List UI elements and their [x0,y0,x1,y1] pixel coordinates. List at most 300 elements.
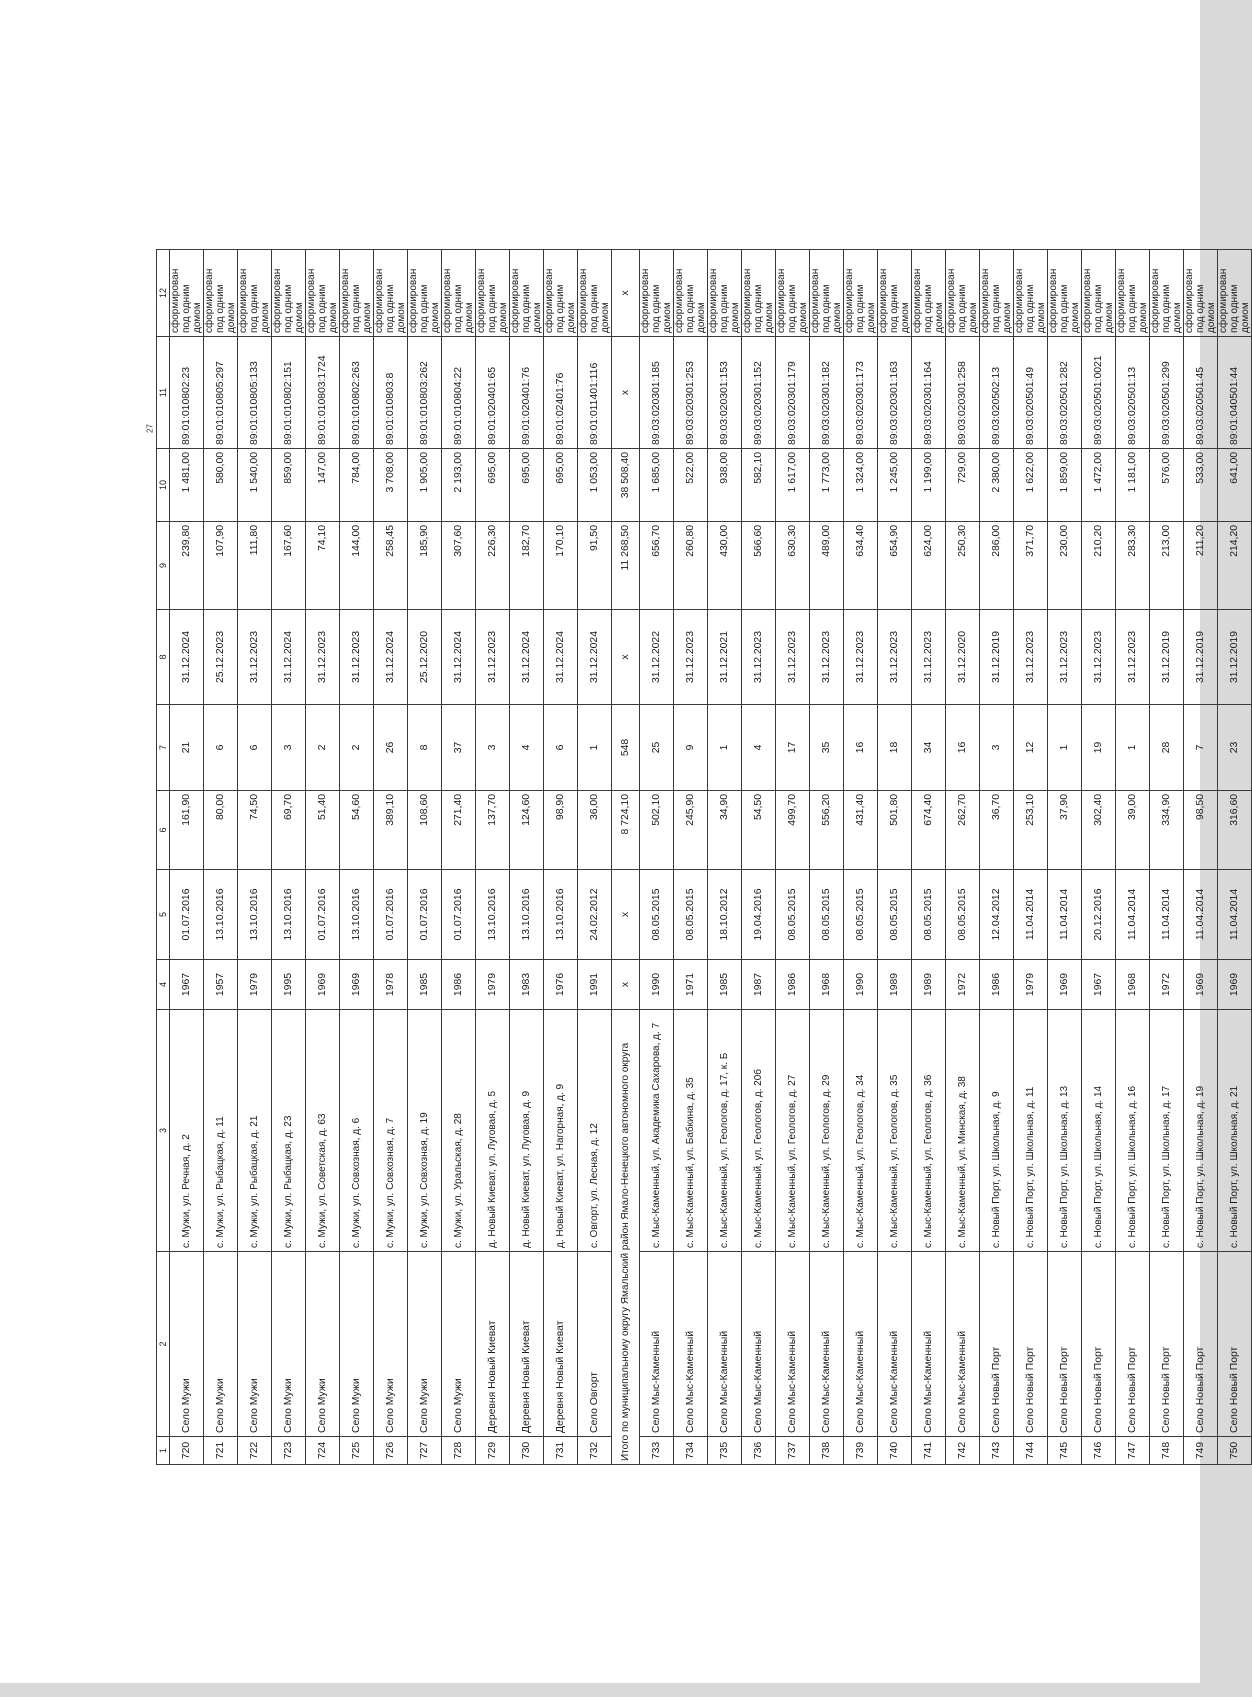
cell-survey-date: 08.05.2015 [809,870,843,960]
cell-residents: 25 [639,705,673,791]
cell-row-number: 720 [170,1437,204,1465]
cell-land-area: 144,00 [340,522,374,610]
cell-land-status: сформирован под одним домом [911,250,945,337]
cell-land-area: 371,70 [1013,522,1047,610]
cell-survey-date: 01.07.2016 [408,870,442,960]
cell-row-number: 729 [476,1437,510,1465]
cell-residents: 3 [272,705,306,791]
cell-land-area: 167,60 [272,522,306,610]
cell-residents: 2 [340,705,374,791]
table-row [238,250,272,1465]
cell-address: с. Новый Порт, ул. Школьная, д. 21 [1217,1010,1251,1252]
column-number-6: 6 [157,791,170,870]
cell-cadastral-value: 695,00 [510,449,544,522]
cell-area: 39,00 [1115,791,1149,870]
cell-address: с. Новый Порт, ул. Школьная, д. 9 [979,1010,1013,1252]
cell-settlement: Село Новый Порт [1149,1252,1183,1437]
cell-residents: 2 [306,705,340,791]
cell-row-number: 740 [877,1437,911,1465]
cell-address: с. Новый Порт, ул. Школьная, д. 17 [1149,1010,1183,1252]
cell-year-built: 1983 [510,960,544,1010]
cell-settlement: Село Новый Порт [1217,1252,1251,1437]
cell-land-status: сформирован под одним домом [306,250,340,337]
cell-cadastral-number: 89:01:010803:1724 [306,337,340,449]
cell-survey-date: 08.05.2015 [911,870,945,960]
cell-cadastral-value: 1 905,00 [408,449,442,522]
cell-relocation-date: 31.12.2024 [510,610,544,705]
column-number-10: 10 [157,449,170,522]
cell-settlement: Село Мыс-Каменный [707,1252,741,1437]
cell-cadastral-number: 89:03:020301:164 [911,337,945,449]
cell-address: с. Мыс-Каменный, ул. Бабкина, д. 35 [673,1010,707,1252]
cell-survey-date: 13.10.2016 [476,870,510,960]
cell-land-status: сформирован под одним домом [1013,250,1047,337]
cell-cadastral-number: 89:03:020301:258 [945,337,979,449]
cell-survey-date: 13.10.2016 [340,870,374,960]
cell-survey-date: 08.05.2015 [945,870,979,960]
cell-settlement: Село Мыс-Каменный [775,1252,809,1437]
table-row [306,250,340,1465]
cell-settlement: Село Новый Порт [1047,1252,1081,1437]
cell-cadastral-number: 89:03:020501:45 [1183,337,1217,449]
cell-residents: 1 [1047,705,1081,791]
cell-land-area: 214,20 [1217,522,1251,610]
cell-land-area: 656,70 [639,522,673,610]
cell-year-built: 1985 [408,960,442,1010]
cell-cadastral-number: 89:03:020301:182 [809,337,843,449]
column-number-row [157,250,170,1465]
cell-relocation-date: 31.12.2023 [911,610,945,705]
cell-land-area: 185,90 [408,522,442,610]
cell-relocation-date: 31.12.2023 [843,610,877,705]
cell-address: с. Новый Порт, ул. Школьная, д. 16 [1115,1010,1149,1252]
cell-land-area: 283,30 [1115,522,1149,610]
cell-survey-date: 13.10.2016 [204,870,238,960]
cell-land-area: 213,00 [1149,522,1183,610]
cell-land-status: сформирован под одним домом [741,250,775,337]
cell-settlement: Село Мужи [306,1252,340,1437]
cell-row-number: 739 [843,1437,877,1465]
cell-land-status: сформирован под одним домом [1047,250,1081,337]
table-row [204,250,238,1465]
table-row [843,250,877,1465]
cell-row-number: 749 [1183,1437,1217,1465]
cell-address: с. Новый Порт, ул. Школьная, д. 13 [1047,1010,1081,1252]
cell-residents: 26 [374,705,408,791]
cell-settlement: Село Мужи [374,1252,408,1437]
cell-survey-date: 01.07.2016 [170,870,204,960]
cell-cadastral-number: 89:01:040501:44 [1217,337,1251,449]
cell-settlement: Село Овгорт [578,1252,612,1437]
cell-year-built: 1985 [707,960,741,1010]
cell-row-number: 735 [707,1437,741,1465]
cell-settlement: Село Мыс-Каменный [911,1252,945,1437]
cell-relocation-date: 31.12.2019 [1217,610,1251,705]
cell-year-built: 1986 [775,960,809,1010]
column-number-1: 1 [157,1437,170,1465]
total-row-label: Итого по муниципальному округу Ямальский район Ямало-Ненецкого автономного округа [612,1010,640,1465]
cell-residents: 4 [510,705,544,791]
cell-address: с. Мыс-Каменный, ул. Минская, д. 38 [945,1010,979,1252]
cell-cadastral-number: 89:03:020301:253 [673,337,707,449]
cell-land-status: сформирован под одним домом [510,250,544,337]
cell-relocation-date: 31.12.2023 [306,610,340,705]
table-row [408,250,442,1465]
cell-residents: 9 [673,705,707,791]
cell-settlement: Село Новый Порт [1013,1252,1047,1437]
cell-land-status: сформирован под одним домом [476,250,510,337]
page-number: 27 [145,424,155,433]
cell-cadastral-number: 89:03:020301:163 [877,337,911,449]
cell-land-area: 286,00 [979,522,1013,610]
total-relocation-date: х [612,610,640,705]
column-number-12: 12 [157,250,170,337]
cell-land-area: 566,60 [741,522,775,610]
cell-relocation-date: 31.12.2021 [707,610,741,705]
cell-year-built: 1967 [1081,960,1115,1010]
cell-land-status: сформирован под одним домом [1081,250,1115,337]
cell-survey-date: 08.05.2015 [639,870,673,960]
cell-row-number: 748 [1149,1437,1183,1465]
cell-year-built: 1991 [578,960,612,1010]
cell-cadastral-value: 2 193,00 [442,449,476,522]
cell-settlement: Село Мужи [272,1252,306,1437]
cell-land-area: 630,30 [775,522,809,610]
cell-cadastral-number: 89:01:011401:116 [578,337,612,449]
cell-address: д. Новый Киеват, ул. Луговая, д. 9 [510,1010,544,1252]
cell-cadastral-value: 522,00 [673,449,707,522]
cell-survey-date: 01.07.2016 [374,870,408,960]
cell-cadastral-number: 89:03:020301:153 [707,337,741,449]
cell-settlement: Село Мужи [170,1252,204,1437]
cell-settlement: Село Мужи [238,1252,272,1437]
column-number-4: 4 [157,960,170,1010]
cell-row-number: 724 [306,1437,340,1465]
cell-residents: 23 [1217,705,1251,791]
cell-relocation-date: 31.12.2024 [544,610,578,705]
cell-cadastral-number: 89:03:020501:299 [1149,337,1183,449]
cell-settlement: Деревня Новый Киеват [510,1252,544,1437]
cell-row-number: 737 [775,1437,809,1465]
cell-area: 501,80 [877,791,911,870]
cell-survey-date: 18.10.2012 [707,870,741,960]
cell-settlement: Село Мыс-Каменный [741,1252,775,1437]
cell-settlement: Село Мыс-Каменный [809,1252,843,1437]
cell-survey-date: 13.10.2016 [544,870,578,960]
cell-area: 108,60 [408,791,442,870]
table-row [741,250,775,1465]
cell-address: с. Мыс-Каменный, ул. Геологов, д. 17, к. Б [707,1010,741,1252]
table-row [1183,250,1217,1465]
cell-row-number: 733 [639,1437,673,1465]
cell-land-status: сформирован под одним домом [877,250,911,337]
cell-relocation-date: 31.12.2023 [673,610,707,705]
cell-residents: 6 [544,705,578,791]
cell-land-area: 430,00 [707,522,741,610]
cell-cadastral-number: 89:01:010802:263 [340,337,374,449]
cell-relocation-date: 25.12.2020 [408,610,442,705]
cell-row-number: 744 [1013,1437,1047,1465]
cell-address: с. Мужи, ул. Совхозная, д. 19 [408,1010,442,1252]
cell-land-area: 230,00 [1047,522,1081,610]
total-survey-date: х [612,870,640,960]
cell-address: с. Мужи, ул. Уральская, д. 28 [442,1010,476,1252]
cell-cadastral-number: 89:03:020501:282 [1047,337,1081,449]
table-row [707,250,741,1465]
table-row [544,250,578,1465]
cell-cadastral-number: 89:03:020301:152 [741,337,775,449]
cell-land-area: 211,20 [1183,522,1217,610]
cell-cadastral-value: 938,00 [707,449,741,522]
cell-residents: 35 [809,705,843,791]
cell-relocation-date: 31.12.2019 [1149,610,1183,705]
cell-relocation-date: 31.12.2023 [1081,610,1115,705]
cell-settlement: Село Мыс-Каменный [673,1252,707,1437]
cell-row-number: 741 [911,1437,945,1465]
cell-relocation-date: 31.12.2023 [340,610,374,705]
cell-relocation-date: 31.12.2019 [979,610,1013,705]
cell-cadastral-number: 89:03:020502:13 [979,337,1013,449]
cell-row-number: 730 [510,1437,544,1465]
cell-area: 161,90 [170,791,204,870]
cell-land-area: 107,90 [204,522,238,610]
cell-residents: 12 [1013,705,1047,791]
cell-residents: 3 [476,705,510,791]
cell-cadastral-value: 859,00 [272,449,306,522]
cell-settlement: Село Мыс-Каменный [843,1252,877,1437]
cell-address: с. Мыс-Каменный, ул. Геологов, д. 34 [843,1010,877,1252]
cell-row-number: 723 [272,1437,306,1465]
cell-land-status: сформирован под одним домом [809,250,843,337]
cell-address: с. Мужи, ул. Рыбацкая, д. 23 [272,1010,306,1252]
cell-relocation-date: 25.12.2023 [204,610,238,705]
cell-settlement: Село Мужи [340,1252,374,1437]
cell-address: с. Мыс-Каменный, ул. Геологов, д. 36 [911,1010,945,1252]
cell-land-status: сформирован под одним домом [1149,250,1183,337]
cell-area: 98,50 [1183,791,1217,870]
cell-survey-date: 08.05.2015 [843,870,877,960]
cell-cadastral-number: 89:01:02401:76 [544,337,578,449]
cell-settlement: Село Мужи [204,1252,238,1437]
table-row [979,250,1013,1465]
cell-row-number: 728 [442,1437,476,1465]
cell-relocation-date: 31.12.2023 [1047,610,1081,705]
cell-land-status: сформирован под одним домом [204,250,238,337]
table-row [272,250,306,1465]
cell-land-area: 260,80 [673,522,707,610]
cell-area: 54,50 [741,791,775,870]
table-row [945,250,979,1465]
cell-survey-date: 01.07.2016 [442,870,476,960]
register-table-rotated [156,250,1251,1465]
cell-year-built: 1969 [340,960,374,1010]
cell-area: 51,40 [306,791,340,870]
cell-year-built: 1979 [1013,960,1047,1010]
cell-row-number: 732 [578,1437,612,1465]
cell-residents: 21 [170,705,204,791]
cell-row-number: 726 [374,1437,408,1465]
column-number-7: 7 [157,705,170,791]
cell-row-number: 747 [1115,1437,1149,1465]
cell-cadastral-number: 89:03:020501:49 [1013,337,1047,449]
cell-cadastral-value: 1 481,00 [170,449,204,522]
cell-land-status: сформирован под одним домом [639,250,673,337]
cell-cadastral-value: 582,10 [741,449,775,522]
cell-address: с. Мыс-Каменный, ул. Геологов, д. 27 [775,1010,809,1252]
cell-survey-date: 11.04.2014 [1217,870,1251,960]
cell-residents: 6 [238,705,272,791]
cell-cadastral-number: 89:01:010804:22 [442,337,476,449]
cell-survey-date: 20.12.2016 [1081,870,1115,960]
cell-year-built: 1987 [741,960,775,1010]
cell-land-status: сформирован под одним домом [843,250,877,337]
cell-cadastral-number: 89:03:020301:185 [639,337,673,449]
cell-address: с. Новый Порт, ул. Школьная, д. 14 [1081,1010,1115,1252]
cell-address: д. Новый Киеват, ул. Нагорная, д. 9 [544,1010,578,1252]
cell-survey-date: 13.10.2016 [272,870,306,960]
cell-relocation-date: 31.12.2020 [945,610,979,705]
cell-residents: 37 [442,705,476,791]
cell-area: 36,70 [979,791,1013,870]
cell-relocation-date: 31.12.2023 [1115,610,1149,705]
cell-relocation-date: 31.12.2023 [775,610,809,705]
cell-area: 389,10 [374,791,408,870]
total-area: 8 724,10 [612,791,640,870]
cell-land-area: 654,90 [877,522,911,610]
cell-cadastral-value: 784,00 [340,449,374,522]
column-number-11: 11 [157,337,170,449]
table-row [442,250,476,1465]
table-row [1081,250,1115,1465]
cell-address: с. Мужи, ул. Совхозная, д. 6 [340,1010,374,1252]
cell-row-number: 743 [979,1437,1013,1465]
cell-year-built: 1969 [1217,960,1251,1010]
table-row [374,250,408,1465]
cell-year-built: 1989 [911,960,945,1010]
table-row [673,250,707,1465]
cell-area: 245,90 [673,791,707,870]
cell-year-built: 1971 [673,960,707,1010]
cell-relocation-date: 31.12.2019 [1183,610,1217,705]
cell-row-number: 738 [809,1437,843,1465]
cell-area: 74,50 [238,791,272,870]
cell-cadastral-value: 1 245,00 [877,449,911,522]
cell-area: 334,90 [1149,791,1183,870]
column-number-9: 9 [157,522,170,610]
cell-row-number: 745 [1047,1437,1081,1465]
cell-cadastral-number: 89:03:020301:173 [843,337,877,449]
cell-land-status: сформирован под одним домом [1183,250,1217,337]
cell-cadastral-number: 89:01:020401:76 [510,337,544,449]
cell-cadastral-value: 695,00 [476,449,510,522]
total-land-area: 11 268,50 [612,522,640,610]
cell-land-area: 170,10 [544,522,578,610]
cell-relocation-date: 31.12.2023 [877,610,911,705]
cell-year-built: 1976 [544,960,578,1010]
cell-address: с. Мужи, ул. Речная, д. 2 [170,1010,204,1252]
cell-cadastral-value: 1 773,00 [809,449,843,522]
cell-relocation-date: 31.12.2023 [741,610,775,705]
cell-cadastral-number: 89:01:010802:23 [170,337,204,449]
cell-relocation-date: 31.12.2024 [170,610,204,705]
cell-land-area: 634,40 [843,522,877,610]
cell-relocation-date: 31.12.2024 [578,610,612,705]
cell-address: с. Мужи, ул. Совхозная, д. 7 [374,1010,408,1252]
cell-year-built: 1979 [476,960,510,1010]
cell-survey-date: 13.10.2016 [238,870,272,960]
table-row [340,250,374,1465]
cell-row-number: 721 [204,1437,238,1465]
cell-cadastral-value: 1 685,00 [639,449,673,522]
cell-row-number: 727 [408,1437,442,1465]
cell-cadastral-number: 89:01:010803:8 [374,337,408,449]
cell-cadastral-value: 695,00 [544,449,578,522]
cell-relocation-date: 31.12.2022 [639,610,673,705]
cell-cadastral-value: 1 324,00 [843,449,877,522]
cell-year-built: 1990 [843,960,877,1010]
cell-land-status: сформирован под одним домом [1115,250,1149,337]
column-number-5: 5 [157,870,170,960]
cell-land-status: сформирован под одним домом [945,250,979,337]
cell-survey-date: 11.04.2014 [1047,870,1081,960]
total-year-built: х [612,960,640,1010]
cell-area: 54,60 [340,791,374,870]
cell-cadastral-value: 1 199,00 [911,449,945,522]
cell-land-area: 91,50 [578,522,612,610]
table-body [170,250,1252,1465]
cell-area: 556,20 [809,791,843,870]
cell-cadastral-number: 89:01:010805:133 [238,337,272,449]
cell-cadastral-value: 580,00 [204,449,238,522]
cell-land-area: 307,60 [442,522,476,610]
cell-relocation-date: 31.12.2023 [238,610,272,705]
cell-settlement: Село Новый Порт [1115,1252,1149,1437]
cell-cadastral-number: 89:01:020401:65 [476,337,510,449]
cell-relocation-date: 31.12.2023 [809,610,843,705]
table-row [1217,250,1251,1465]
cell-address: с. Мыс-Каменный, ул. Геологов, д. 35 [877,1010,911,1252]
column-number-2: 2 [157,1252,170,1437]
cell-area: 316,60 [1217,791,1251,870]
cell-row-number: 725 [340,1437,374,1465]
cell-residents: 28 [1149,705,1183,791]
cell-cadastral-value: 147,00 [306,449,340,522]
cell-land-area: 624,00 [911,522,945,610]
cell-residents: 18 [877,705,911,791]
cell-area: 271,40 [442,791,476,870]
cell-cadastral-number: 89:01:010803:262 [408,337,442,449]
cell-row-number: 742 [945,1437,979,1465]
cell-residents: 4 [741,705,775,791]
cell-address: с. Мыс-Каменный, ул. Геологов, д. 29 [809,1010,843,1252]
cell-area: 37,90 [1047,791,1081,870]
cell-address: с. Мыс-Каменный, ул. Академика Сахарова, д. 7 [639,1010,673,1252]
cell-area: 137,70 [476,791,510,870]
cell-year-built: 1978 [374,960,408,1010]
cell-relocation-date: 31.12.2024 [374,610,408,705]
cell-year-built: 1995 [272,960,306,1010]
cell-relocation-date: 31.12.2023 [1013,610,1047,705]
total-row [612,250,640,1465]
cell-cadastral-value: 1 540,00 [238,449,272,522]
cell-survey-date: 08.05.2015 [673,870,707,960]
cell-year-built: 1969 [1183,960,1217,1010]
cell-area: 431,40 [843,791,877,870]
cell-residents: 34 [911,705,945,791]
cell-residents: 1 [707,705,741,791]
cell-area: 302,40 [1081,791,1115,870]
cell-year-built: 1969 [306,960,340,1010]
